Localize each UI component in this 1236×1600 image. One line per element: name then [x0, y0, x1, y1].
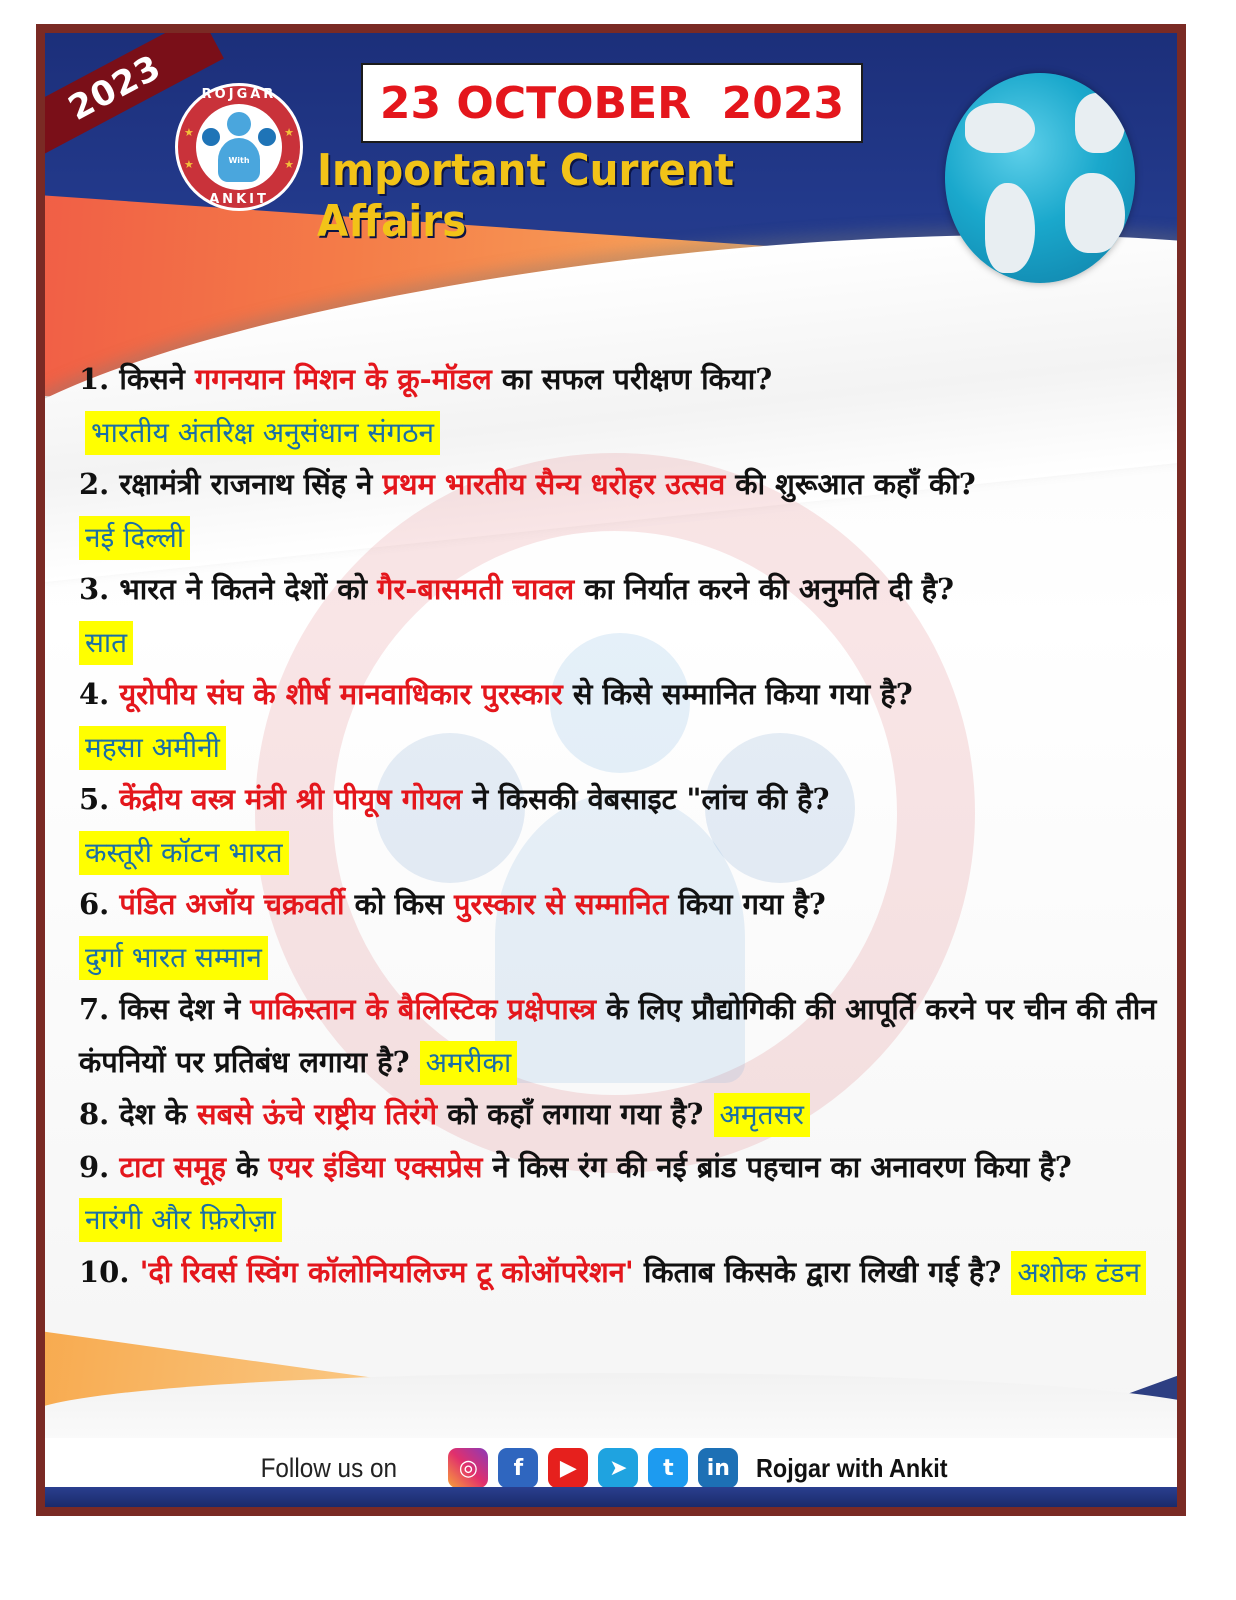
- instagram-icon[interactable]: ◎: [448, 1448, 488, 1488]
- question-highlight: पुरस्कार से सम्मानित: [453, 887, 669, 921]
- question-highlight: 'दी रिवर्स स्विंग कॉलोनियलिज्म टू कोऑपरेशन': [139, 1254, 634, 1289]
- question-5: 5. केंद्रीय वस्त्र मंत्री श्री पीयूष गोयल ने किसकी वेबसाइट "लांच की है?: [79, 782, 830, 816]
- question-8: 8. देश के सबसे ऊंचे राष्ट्रीय तिरंगे को कहाँ लगाया गया है? अमृतसर: [79, 1088, 1169, 1141]
- question-10: 10. 'दी रिवर्स स्विंग कॉलोनियलिज्म टू कोऑपरेशन' किताब किसके द्वारा लिखी गई है? अशोक टंडन: [79, 1246, 1169, 1299]
- question-highlight: गैर-बासमती चावल: [377, 572, 575, 606]
- question-3: 3. भारत ने कितने देशों को गैर-बासमती चावल का निर्यात करने की अनुमति दी है?: [79, 572, 955, 606]
- star-icon: ★: [184, 158, 194, 171]
- globe-icon: [945, 73, 1135, 283]
- logo-top-text: ROJGAR: [201, 87, 277, 102]
- answer-9: नारंगी और फ़िरोज़ा: [79, 1198, 282, 1242]
- answer-1: भारतीय अंतरिक्ष अनुसंधान संगठन: [85, 411, 440, 455]
- twitter-icon[interactable]: t: [648, 1448, 688, 1488]
- answer-4: महसा अमीनी: [79, 726, 226, 770]
- footer-bottom-band: [45, 1487, 1177, 1507]
- question-9: 9. टाटा समूह के एयर इंडिया एक्सप्रेस ने किस रंग की नई ब्रांड पहचान का अनावरण किया है? नारंगी और फ़िरोज़ा: [79, 1141, 1169, 1246]
- question-highlight: टाटा समूह: [119, 1149, 227, 1184]
- question-4: 4. यूरोपीय संघ के शीर्ष मानवाधिकार पुरस्कार से किसे सम्मानित किया गया है?: [79, 677, 913, 711]
- question-2: 2. रक्षामंत्री राजनाथ सिंह ने प्रथम भारतीय सैन्य धरोहर उत्सव की शुरूआत कहाँ की?: [79, 467, 976, 501]
- rojgar-with-ankit-logo: [175, 83, 303, 211]
- question-6: 6. पंडित अजॉय चक्रवर्ती को किस पुरस्कार से सम्मानित किया गया है?: [79, 887, 826, 921]
- star-icon: ★: [184, 126, 194, 139]
- year-ribbon: 2023: [45, 33, 224, 162]
- answer-8: अमृतसर: [714, 1093, 810, 1137]
- question-highlight: केंद्रीय वस्त्र मंत्री श्री पीयूष गोयल: [119, 782, 463, 816]
- star-icon: ★: [284, 158, 294, 171]
- youtube-icon[interactable]: ▶: [548, 1448, 588, 1488]
- question-1: 1. किसने गगनयान मिशन के क्रू-मॉडल का सफल परीक्षण किया?: [79, 362, 773, 396]
- brand-name: Rojgar with Ankit: [756, 1452, 948, 1483]
- linkedin-icon[interactable]: in: [698, 1448, 738, 1488]
- logo-people-icon: [196, 104, 282, 190]
- answer-7: अमरीका: [420, 1041, 518, 1085]
- poster-frame: [36, 24, 1186, 1516]
- question-highlight: एयर इंडिया एक्सप्रेस: [268, 1149, 483, 1184]
- question-highlight: यूरोपीय संघ के शीर्ष मानवाधिकार पुरस्कार: [119, 677, 563, 711]
- page-title: Important Current Affairs: [317, 145, 735, 247]
- question-highlight: प्रथम भारतीय सैन्य धरोहर उत्सव: [382, 467, 726, 501]
- facebook-icon[interactable]: f: [498, 1448, 538, 1488]
- answer-6: दुर्गा भारत सम्मान: [79, 936, 268, 980]
- poster: [45, 33, 1177, 1507]
- questions-list: [79, 353, 1169, 1298]
- question-7: 7. किस देश ने पाकिस्तान के बैलिस्टिक प्रक्षेपास्त्र के लिए प्रौद्योगिकी की आपूर्ति करने पर चीन की तीन कंपनियों पर प्रतिबंध लगाया है? अमरीका: [79, 983, 1169, 1088]
- answer-2: नई दिल्ली: [79, 516, 190, 560]
- answer-10: अशोक टंडन: [1011, 1251, 1146, 1295]
- logo-with-text: With: [228, 156, 250, 165]
- answer-3: सात: [79, 621, 133, 665]
- question-highlight: पाकिस्तान के बैलिस्टिक प्रक्षेपास्त्र: [250, 992, 597, 1026]
- answer-5: कस्तूरी कॉटन भारत: [79, 831, 289, 875]
- telegram-icon[interactable]: ➤: [598, 1448, 638, 1488]
- follow-label: Follow us on: [260, 1452, 397, 1483]
- star-icon: ★: [284, 126, 294, 139]
- question-highlight: गगनयान मिशन के क्रू-मॉडल: [194, 362, 492, 396]
- question-highlight: सबसे ऊंचे राष्ट्रीय तिरंगे: [196, 1097, 438, 1131]
- logo-bottom-text: ANKIT: [209, 192, 269, 207]
- question-highlight: पंडित अजॉय चक्रवर्ती: [119, 887, 345, 921]
- date-label: 23 OCTOBER 2023: [361, 63, 863, 143]
